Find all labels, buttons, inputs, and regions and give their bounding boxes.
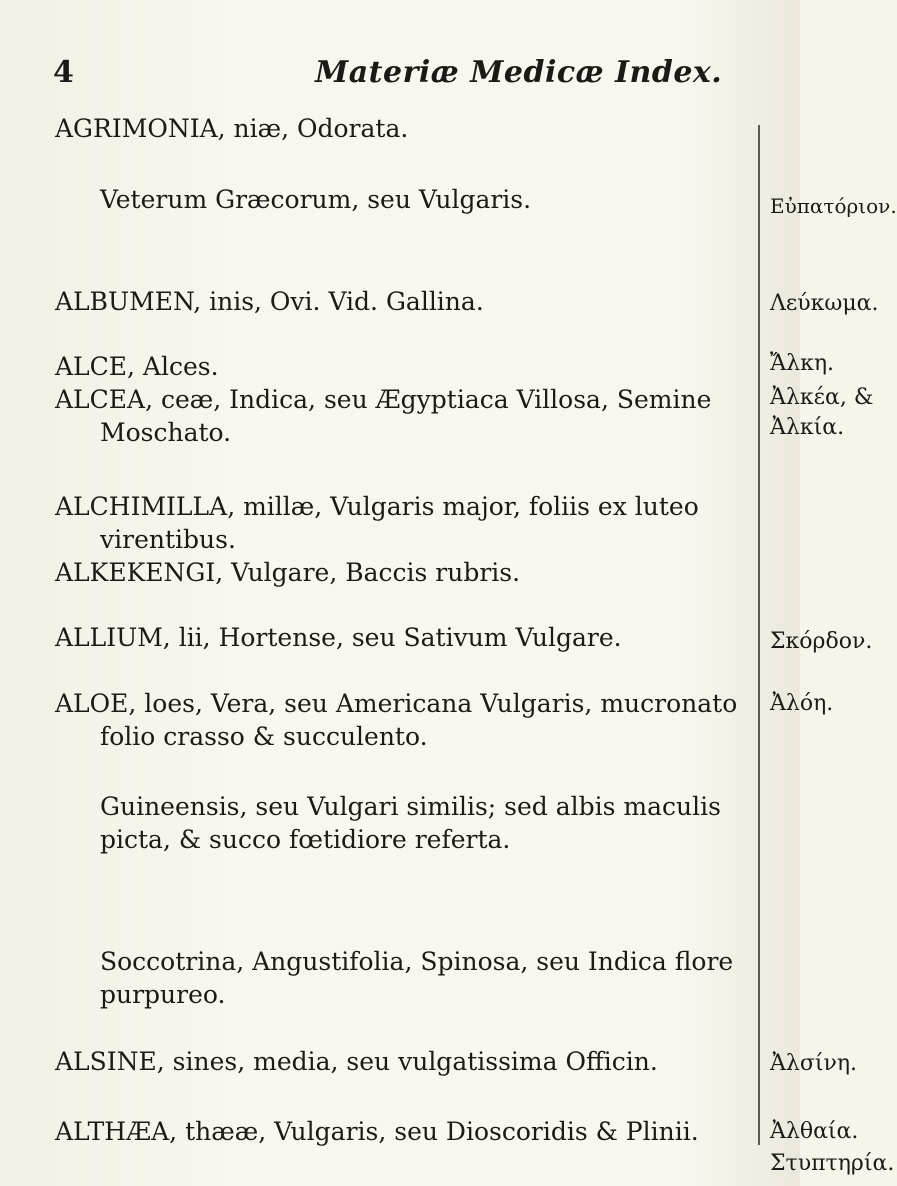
entry-alkekengi: ALKEKENGI, Vulgare, Baccis rubris. <box>55 558 521 587</box>
greek-althaea: Ἀλθαία. <box>770 1119 859 1144</box>
page-number: 4 <box>53 55 74 90</box>
greek-albumen: Λεύκωμα. <box>770 291 879 316</box>
entry-aloe-guineensis: Guineensis, seu Vulgari similis; sed albis maculis picta, & succo fœtidiore referta. <box>100 792 721 854</box>
entry-alchimilla: ALCHIMILLA, millæ, Vulgaris major, foliis ex luteo virentibus. <box>55 492 699 554</box>
entry-allium: ALLIUM, lii, Hortense, seu Sativum Vulgare. <box>55 623 622 652</box>
column-rule <box>758 125 760 1145</box>
greek-alkekengi: Σκόρδον. <box>770 629 873 654</box>
entry-althaea: ALTHÆA, thææ, Vulgaris, seu Dioscoridis & Plinii. <box>55 1117 699 1146</box>
entry-aloe-soccotrina: Soccotrina, Angustifolia, Spinosa, seu Indica flore purpureo. <box>100 947 734 1009</box>
page-header <box>45 55 765 95</box>
greek-alcea-1: Ἀλκέα, & <box>770 385 874 410</box>
entry-agrimonia: AGRIMONIA, niæ, Odorata. <box>55 114 409 143</box>
greek-allium: Ἀλόη. <box>770 691 834 716</box>
greek-alumen: Στυπτηρία. <box>770 1151 895 1176</box>
entry-alcea: ALCEA, ceæ, Indica, seu Ægyptiaca Villosa, Semine Moschato. <box>55 385 712 447</box>
greek-agrimonia: Εὐπατόριον. <box>770 194 897 218</box>
entry-alsine: ALSINE, sines, media, seu vulgatissima Officin. <box>55 1047 658 1076</box>
running-title: Materiæ Medicæ Index. <box>315 55 723 90</box>
greek-alce: Ἄλκη. <box>770 351 835 376</box>
entry-aloe: ALOE, loes, Vera, seu Americana Vulgaris, mucronato folio crasso & succulento. <box>55 689 738 751</box>
entry-alce: ALCE, Alces. <box>55 352 219 381</box>
greek-alcea-2: Ἀλκία. <box>770 415 845 440</box>
entry-albumen: ALBUMEN, inis, Ovi. Vid. Gallina. <box>55 287 484 316</box>
greek-alsine: Ἀλσίνη. <box>770 1051 858 1076</box>
entry-agrimonia-sub: Veterum Græcorum, seu Vulgaris. <box>100 185 532 214</box>
